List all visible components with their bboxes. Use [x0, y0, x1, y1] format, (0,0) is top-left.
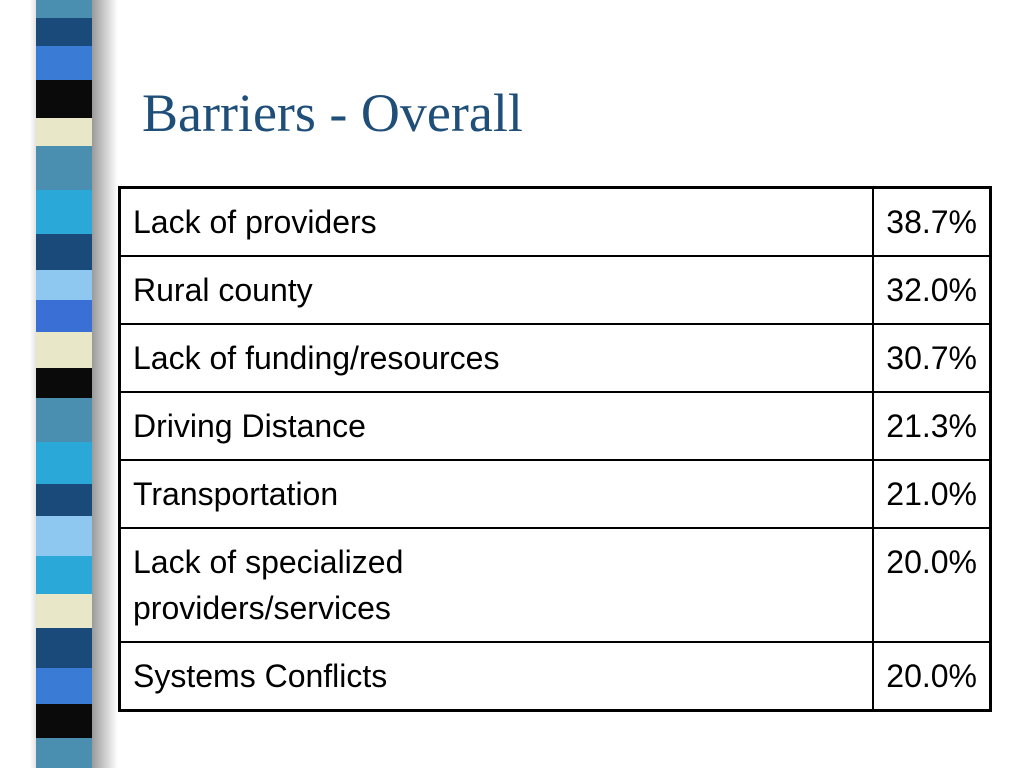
stripe-block [36, 628, 96, 668]
stripe-block [36, 516, 96, 556]
barrier-percent: 20.0% [873, 642, 990, 711]
stripe-block [36, 0, 96, 18]
stripe-block [36, 594, 96, 628]
barrier-label: Lack of providers [120, 188, 874, 257]
barrier-label: Rural county [120, 256, 874, 324]
stripe-block [36, 484, 96, 516]
barrier-percent: 30.7% [873, 324, 990, 392]
stripe-block [36, 18, 96, 46]
stripe-block [36, 556, 96, 594]
decorative-stripe-bar [36, 0, 96, 768]
barrier-label: Systems Conflicts [120, 642, 874, 711]
stripe-block [36, 190, 96, 234]
barrier-percent: 20.0% [873, 528, 990, 642]
table-row [120, 528, 991, 642]
stripe-block [36, 46, 96, 80]
stripe-block [36, 332, 96, 368]
table-row [120, 324, 991, 392]
barrier-percent: 32.0% [873, 256, 990, 324]
table-row [120, 460, 991, 528]
stripe-block [36, 704, 96, 738]
stripe-block [36, 270, 96, 300]
stripe-block [36, 442, 96, 484]
table-row [120, 188, 991, 257]
stripe-block [36, 118, 96, 146]
barrier-label: Driving Distance [120, 392, 874, 460]
table-row [120, 642, 991, 711]
stripe-block [36, 738, 96, 768]
stripe-shadow [92, 0, 118, 768]
barrier-percent: 38.7% [873, 188, 990, 257]
barrier-label: Lack of funding/resources [120, 324, 874, 392]
stripe-block [36, 300, 96, 332]
stripe-block [36, 80, 96, 118]
barriers-table [118, 186, 992, 712]
stripe-block [36, 234, 96, 270]
table-row [120, 256, 991, 324]
stripe-block [36, 668, 96, 704]
stripe-block [36, 146, 96, 190]
stripe-block [36, 368, 96, 398]
barrier-label: Lack of specialized providers/services [120, 528, 874, 642]
slide-title: Barriers - Overall [142, 83, 523, 143]
barrier-percent: 21.3% [873, 392, 990, 460]
stripe-block [36, 398, 96, 442]
barrier-percent: 21.0% [873, 460, 990, 528]
table-row [120, 392, 991, 460]
barrier-label: Transportation [120, 460, 874, 528]
